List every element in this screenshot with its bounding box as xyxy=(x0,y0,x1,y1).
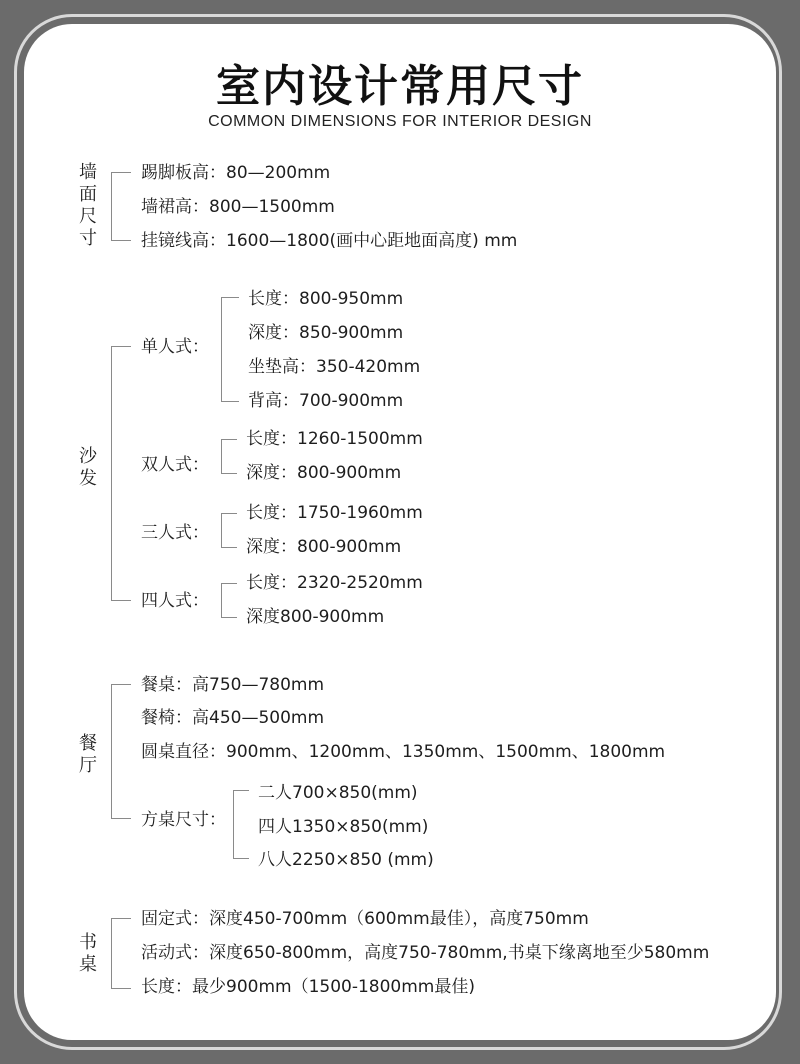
sofa-single-item: 背高：700-900mm xyxy=(248,391,404,411)
bracket-dining-square xyxy=(233,790,234,858)
page-subtitle: COMMON DIMENSIONS FOR INTERIOR DESIGN xyxy=(208,113,592,130)
desk-item: 长度：最少900mm（1500-1800mm最佳) xyxy=(141,977,475,997)
sofa-single-item: 长度：800-950mm xyxy=(248,289,404,309)
section-label-wall: 墙 面 尺 寸 xyxy=(79,162,97,249)
dining-item: 圆桌直径：900mm、1200mm、1350mm、1500mm、1800mm xyxy=(141,742,666,762)
section-label-dining: 餐 厅 xyxy=(79,733,97,776)
dining-square-label: 方桌尺寸： xyxy=(141,810,226,830)
bracket-tick xyxy=(111,600,131,601)
dining-item: 餐椅：高450—500mm xyxy=(141,708,325,728)
section-label-desk: 书 桌 xyxy=(79,932,97,975)
bracket-tick xyxy=(233,858,249,859)
bracket-tick xyxy=(221,513,237,514)
bracket-wall xyxy=(111,172,112,240)
bracket-tick xyxy=(221,439,237,440)
bracket-tick xyxy=(221,473,237,474)
sofa-triple-label: 三人式： xyxy=(141,523,209,543)
page-title: 室内设计常用尺寸 xyxy=(216,61,584,112)
bracket-tick xyxy=(221,547,237,548)
wall-item: 墙裙高：800—1500mm xyxy=(141,197,335,217)
bracket-tick xyxy=(233,790,249,791)
bracket-tick xyxy=(111,818,131,819)
dining-square-item: 二人700×850(mm) xyxy=(258,783,418,803)
bracket-sofa-triple xyxy=(221,513,222,547)
sofa-quad-label: 四人式： xyxy=(141,591,209,611)
wall-item: 挂镜线高：1600—1800(画中心距地面高度) mm xyxy=(141,231,518,251)
bracket-sofa-single xyxy=(221,297,222,401)
dining-square-item: 四人1350×850(mm) xyxy=(258,817,429,837)
sofa-quad-item: 长度：2320-2520mm xyxy=(246,573,423,593)
sofa-single-item: 坐垫高：350-420mm xyxy=(248,357,421,377)
bracket-tick xyxy=(111,172,131,173)
sofa-double-label: 双人式： xyxy=(141,455,209,475)
sofa-single-label: 单人式： xyxy=(141,337,209,357)
bracket-dining xyxy=(111,684,112,818)
section-label-sofa: 沙 发 xyxy=(79,446,97,489)
sofa-triple-item: 深度：800-900mm xyxy=(246,537,402,557)
bracket-tick xyxy=(111,918,131,919)
bracket-sofa-double xyxy=(221,439,222,473)
bracket-tick xyxy=(221,617,237,618)
bracket-tick xyxy=(111,346,131,347)
bracket-tick xyxy=(111,240,131,241)
dining-item: 餐桌：高750—780mm xyxy=(141,675,325,695)
sofa-quad-item: 深度800-900mm xyxy=(246,607,385,627)
desk-item: 活动式：深度650-800mm，高度750-780mm,书桌下缘离地至少580mm xyxy=(141,943,710,963)
sofa-triple-item: 长度：1750-1960mm xyxy=(246,503,423,523)
desk-item: 固定式：深度450-700mm（600mm最佳），高度750mm xyxy=(141,909,589,929)
bracket-tick xyxy=(221,583,237,584)
bracket-tick xyxy=(111,988,131,989)
bracket-tick xyxy=(221,297,239,298)
bracket-desk xyxy=(111,918,112,988)
bracket-tick xyxy=(111,684,131,685)
bracket-sofa xyxy=(111,346,112,600)
content-card xyxy=(24,24,776,1040)
bracket-tick xyxy=(221,401,239,402)
dining-square-item: 八人2250×850 (mm) xyxy=(258,850,434,870)
bracket-sofa-quad xyxy=(221,583,222,617)
sofa-double-item: 深度：800-900mm xyxy=(246,463,402,483)
wall-item: 踢脚板高：80—200mm xyxy=(141,163,331,183)
sofa-single-item: 深度：850-900mm xyxy=(248,323,404,343)
sofa-double-item: 长度：1260-1500mm xyxy=(246,429,423,449)
